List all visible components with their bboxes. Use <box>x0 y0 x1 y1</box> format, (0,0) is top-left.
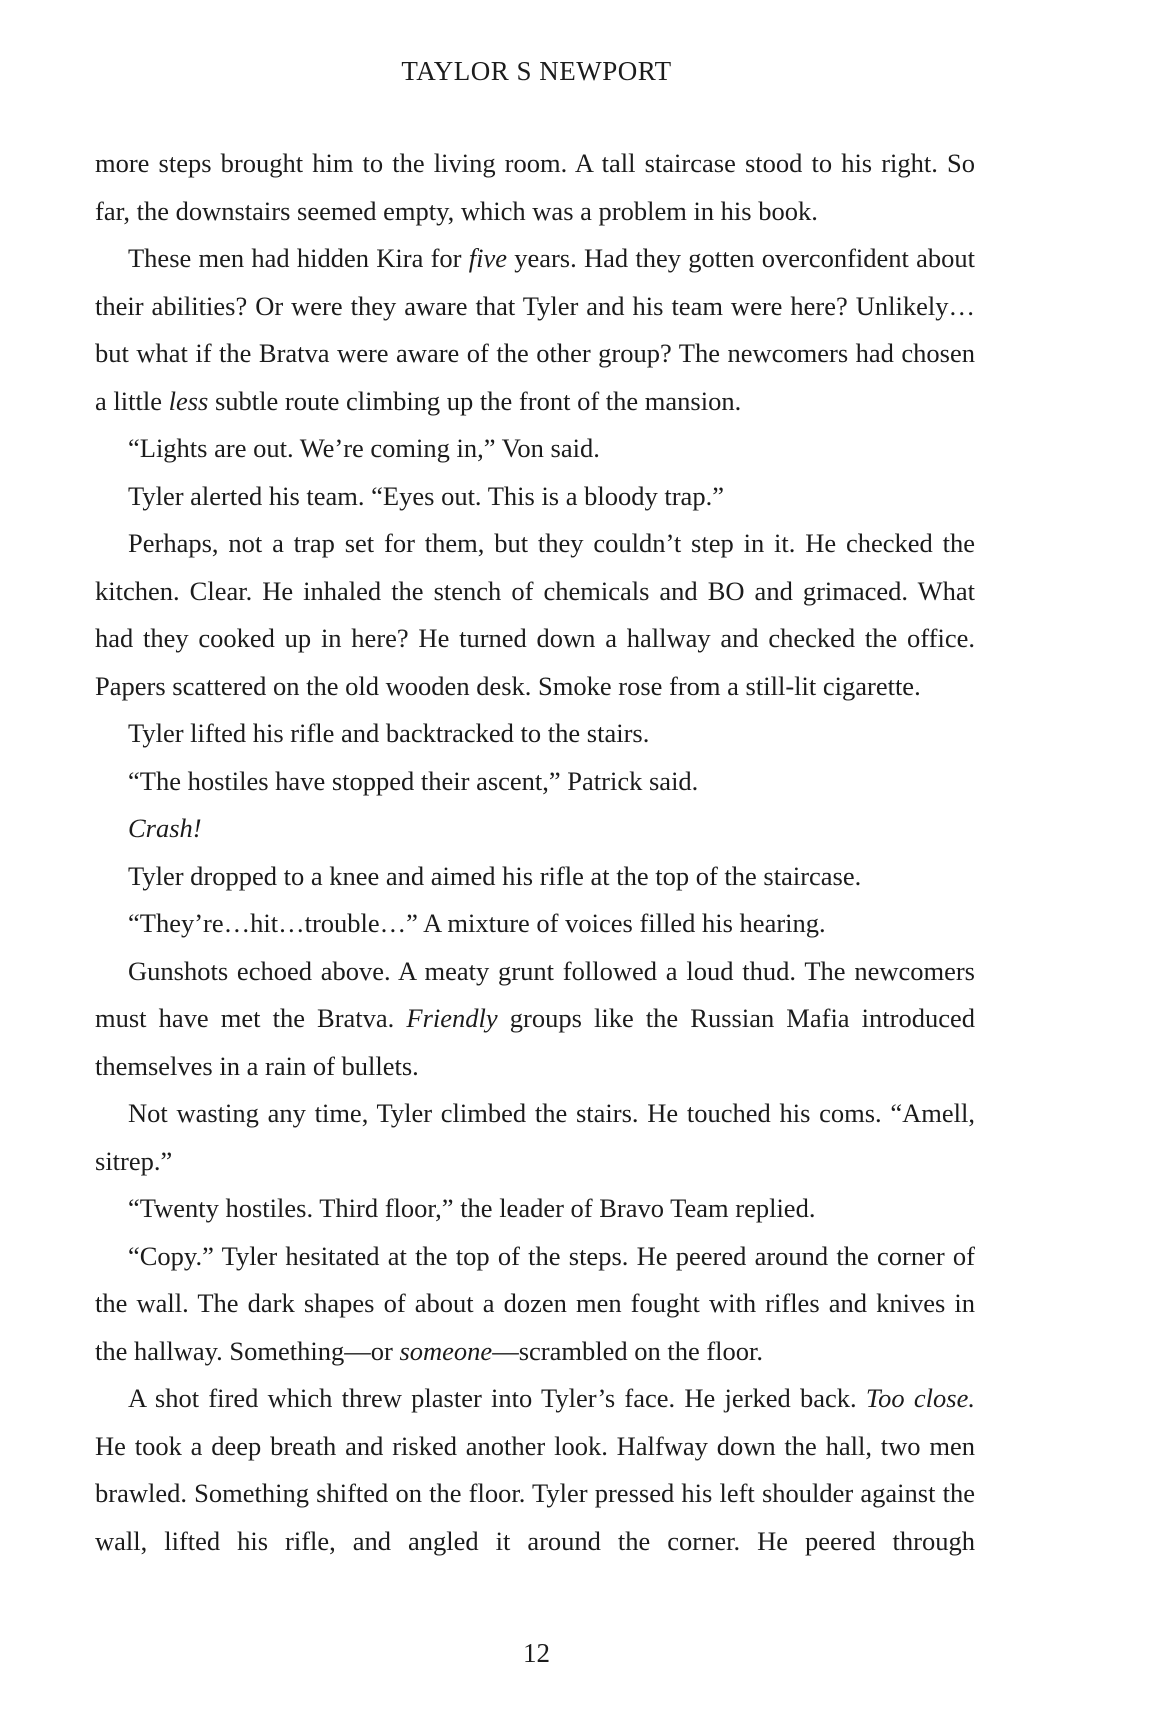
text-run: “They’re…hit…trouble…” A mixture of voices filled his hearing. <box>128 908 826 938</box>
italic-text: less <box>168 385 209 416</box>
running-head: TAYLOR S NEWPORT <box>401 56 672 86</box>
paragraph <box>95 1375 975 1565</box>
paragraph <box>95 853 975 901</box>
text-run: He took a deep breath and risked another look. Halfway down the hall, two men brawled. Something shifted on the floor. Tyler pressed his left shoulder against the wall, lifted his rifle, and angled it around the corner. He peered through <box>95 1430 975 1556</box>
paragraph <box>95 1090 975 1185</box>
paragraph <box>95 235 975 425</box>
text-run: Tyler lifted his rifle and backtracked to the stairs. <box>128 718 650 748</box>
text-run: “The hostiles have stopped their ascent,” Patrick said. <box>128 765 699 796</box>
text-run: more steps brought him to the living room. A tall staircase stood to his right. So far, the downstairs seemed empty, which was a problem in his book. <box>95 148 975 226</box>
italic-text: Crash! <box>128 813 202 843</box>
text-run: “Copy.” Tyler hesitated at the top of the steps. He peered around the corner of the wall. The dark shapes of about a dozen men fought with rifles and knives in the hallway. Something—or <box>95 1240 975 1366</box>
paragraph <box>95 948 975 1091</box>
paragraph <box>95 805 975 853</box>
text-run: Tyler alerted his team. “Eyes out. This is a bloody trap.” <box>128 480 724 511</box>
italic-text: five <box>468 243 507 273</box>
text-run: A shot fired which threw plaster into Tyler’s face. He jerked back. <box>128 1383 866 1413</box>
paragraph <box>95 710 975 758</box>
italic-text: someone <box>399 1335 493 1366</box>
text-run: Gunshots echoed above. A meaty grunt followed a loud thud. The newcomers must have met the Bratva. <box>95 955 975 1033</box>
paragraph <box>95 520 975 710</box>
italic-text: Too close. <box>865 1383 975 1413</box>
text-run: subtle route climbing up the front of the mansion. <box>208 385 742 416</box>
text-run: years. Had they gotten overconfident about their abilities? Or were they aware that Tyler and his team were here? Unlikely…but what if the Bratva were aware of the other group? The newcomers had chosen a little <box>95 243 975 416</box>
text-run: “Lights are out. We’re coming in,” Von said. <box>128 433 600 463</box>
paragraph <box>95 758 975 806</box>
paragraph <box>95 140 975 235</box>
body-text <box>95 140 975 1565</box>
page-number: 12 <box>523 1638 550 1668</box>
paragraph <box>95 900 975 948</box>
paragraph <box>95 1185 975 1233</box>
text-run: Tyler dropped to a knee and aimed his rifle at the top of the staircase. <box>128 860 862 891</box>
text-run: These men had hidden Kira for <box>128 243 469 273</box>
text-run: “Twenty hostiles. Third floor,” the leader of Bravo Team replied. <box>128 1193 816 1223</box>
paragraph <box>95 1233 975 1376</box>
italic-text: Friendly <box>406 1003 498 1033</box>
text-run: groups like the Russian Mafia introduced themselves in a rain of bullets. <box>95 1003 975 1081</box>
text-run: —scrambled on the floor. <box>492 1335 764 1366</box>
text-run: Not wasting any time, Tyler climbed the stairs. He touched his coms. “Amell, sitrep.” <box>95 1098 975 1176</box>
paragraph <box>95 473 975 521</box>
paragraph <box>95 425 975 473</box>
text-run: Perhaps, not a trap set for them, but they couldn’t step in it. He checked the kitchen. Clear. He inhaled the stench of chemicals and BO and grimaced. What had they cooked up in here? He turned down a hallway and checked the office. Papers scattered on the old wooden desk. Smoke rose from a still-lit cigarette. <box>95 528 975 701</box>
